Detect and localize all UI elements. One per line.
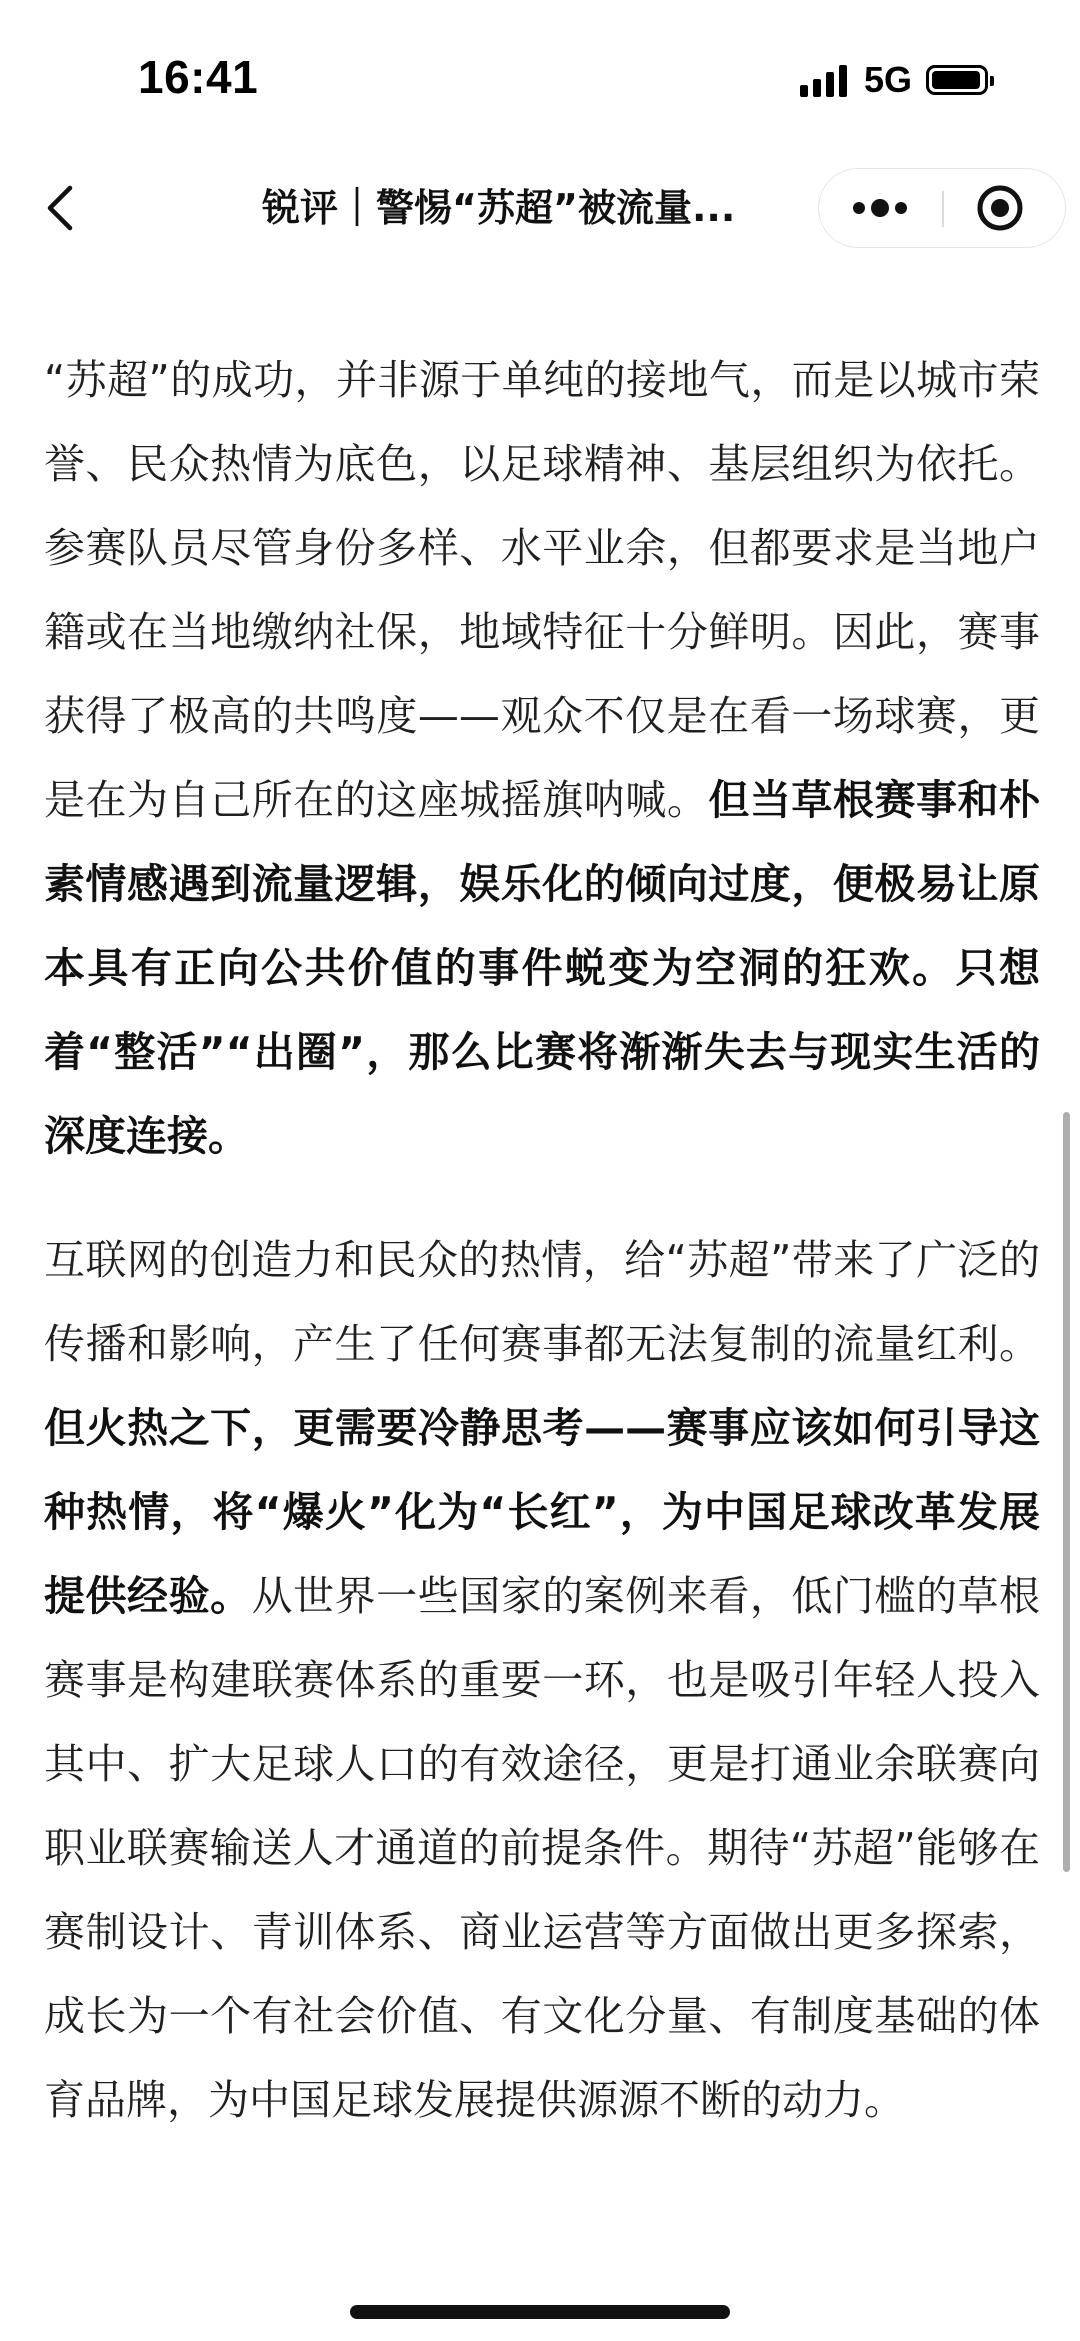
paragraph-text: 从世界一些国家的案例来看，低门槛的草根赛事是构建联赛体系的重要一环，也是吸引年轻人投入其中、扩大足球人口的有效途径，更是打通业余联赛向职业联赛输送人才通道的前提条件。期待“苏超”能够在赛制设计、青训体系、商业运营等方面做出更多探索，成长为一个有社会价值、有文化分量、有制度基础的体育品牌，为中国足球发展提供源源不断的动力。 [44,1572,1040,2124]
paragraph-bold-text: 但火热之下，更需要冷静思考——赛事应该如何引导这种热情，将“爆火”化为“长红”，为中国足球改革发展提供经验。 [44,1404,1040,1620]
back-button[interactable] [36,178,96,238]
network-label: 5G [863,59,912,100]
nav-bar [0,160,1080,256]
paragraph [44,1218,1040,2142]
article-body [44,338,1040,2182]
paragraph [44,338,1040,1178]
paragraph-text: “苏超”的成功，并非源于单纯的接地气，而是以城市荣誉、民众热情为底色，以足球精神、基层组织为依托。参赛队员尽管身份多样、水平业余，但都要求是当地户籍或在当地缴纳社保，地域特征十分鲜明。因此，赛事获得了极高的共鸣度——观众不仅是在看一场球赛，更是在为自己所在的这座城摇旗呐喊。 [44,356,1040,824]
signal-icon [800,63,852,97]
close-button[interactable] [944,169,1064,247]
status-time: 16:41 [138,51,259,103]
more-icon [819,169,942,247]
page-title: 锐评｜警惕“苏超”被流量... [262,186,736,230]
status-indicators [800,58,988,102]
more-button[interactable] [819,169,942,247]
home-indicator[interactable] [350,2305,730,2319]
close-icon [944,169,1064,247]
back-icon [36,178,96,238]
mini-program-capsule [818,168,1066,248]
paragraph-text: 互联网的创造力和民众的热情，给“苏超”带来了广泛的传播和影响，产生了任何赛事都无法复制的流量红利。 [44,1236,1040,1368]
paragraph-bold-text: 但当草根赛事和朴素情感遇到流量逻辑，娱乐化的倾向过度，便极易让原本具有正向公共价值的事件蜕变为空洞的狂欢。只想着“整活”“出圈”，那么比赛将渐渐失去与现实生活的深度连接。 [44,776,1041,1160]
scrollbar[interactable] [1063,1112,1070,1872]
status-bar [0,0,1080,160]
battery-icon [926,65,988,95]
